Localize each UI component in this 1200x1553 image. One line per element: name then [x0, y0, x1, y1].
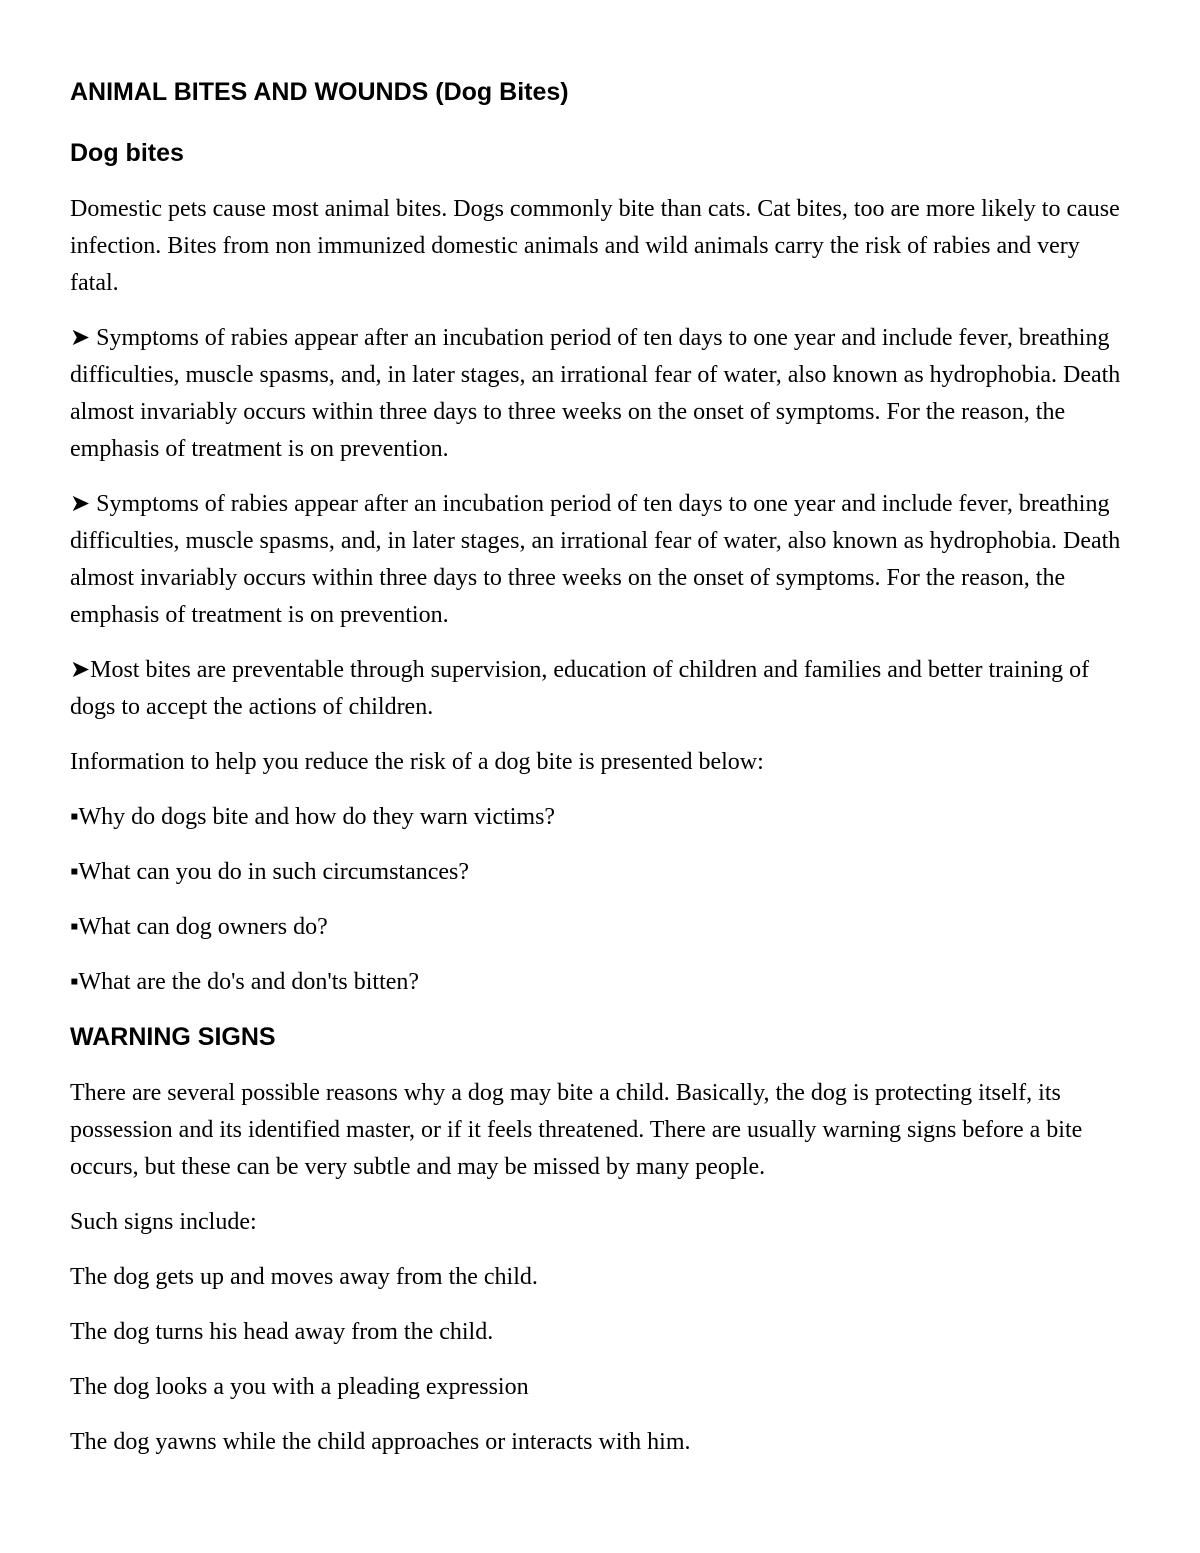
info-intro-paragraph: Information to help you reduce the risk of a dog bite is presented below:	[70, 749, 764, 775]
sign-item: The dog yawns while the child approaches or interacts with him.	[70, 1429, 691, 1455]
signs-intro: Such signs include:	[70, 1209, 257, 1235]
intro-paragraph: Domestic pets cause most animal bites. Dogs commonly bite than cats. Cat bites, too are more likely to cause infection. Bites from non immunized domestic animals and wild animals carry the risk of rabies and very fatal.	[70, 196, 1120, 296]
arrow-paragraph: ➤ Symptoms of rabies appear after an incubation period of ten days to one year and include fever, breathing difficulties, muscle spasms, and, in later stages, an irrational fear of water, also known as hydrophobia. Death almost invariably occurs within three days to three weeks on the onset of symptoms. For the reason, the emphasis of treatment is on prevention.	[70, 325, 1121, 462]
question-item: ▪Why do dogs bite and how do they warn victims?	[70, 804, 556, 830]
document-page	[70, 74, 1132, 1479]
document-title: ANIMAL BITES AND WOUNDS (Dog Bites)	[70, 78, 569, 106]
sign-item: The dog turns his head away from the child.	[70, 1319, 494, 1345]
warning-paragraph: There are several possible reasons why a dog may bite a child. Basically, the dog is protecting itself, its possession and its identified master, or if it feels threatened. There are usually warning signs before a bite occurs, but these can be very subtle and may be missed by many people.	[70, 1080, 1083, 1180]
question-item: ▪What can dog owners do?	[70, 914, 328, 940]
section-heading-warning-signs: WARNING SIGNS	[70, 1023, 276, 1051]
arrow-paragraph: ➤ Symptoms of rabies appear after an incubation period of ten days to one year and include fever, breathing difficulties, muscle spasms, and, in later stages, an irrational fear of water, also known as hydrophobia. Death almost invariably occurs within three days to three weeks on the onset of symptoms. For the reason, the emphasis of treatment is on prevention.	[70, 491, 1121, 628]
sign-item: The dog looks a you with a pleading expression	[70, 1374, 529, 1400]
question-item: ▪What are the do's and don'ts bitten?	[70, 969, 420, 995]
sign-item: The dog gets up and moves away from the child.	[70, 1264, 538, 1290]
question-item: ▪What can you do in such circumstances?	[70, 859, 470, 885]
section-heading-dog-bites: Dog bites	[70, 139, 184, 167]
arrow-paragraph: ➤Most bites are preventable through supervision, education of children and families and better training of dogs to accept the actions of children.	[70, 657, 1090, 720]
